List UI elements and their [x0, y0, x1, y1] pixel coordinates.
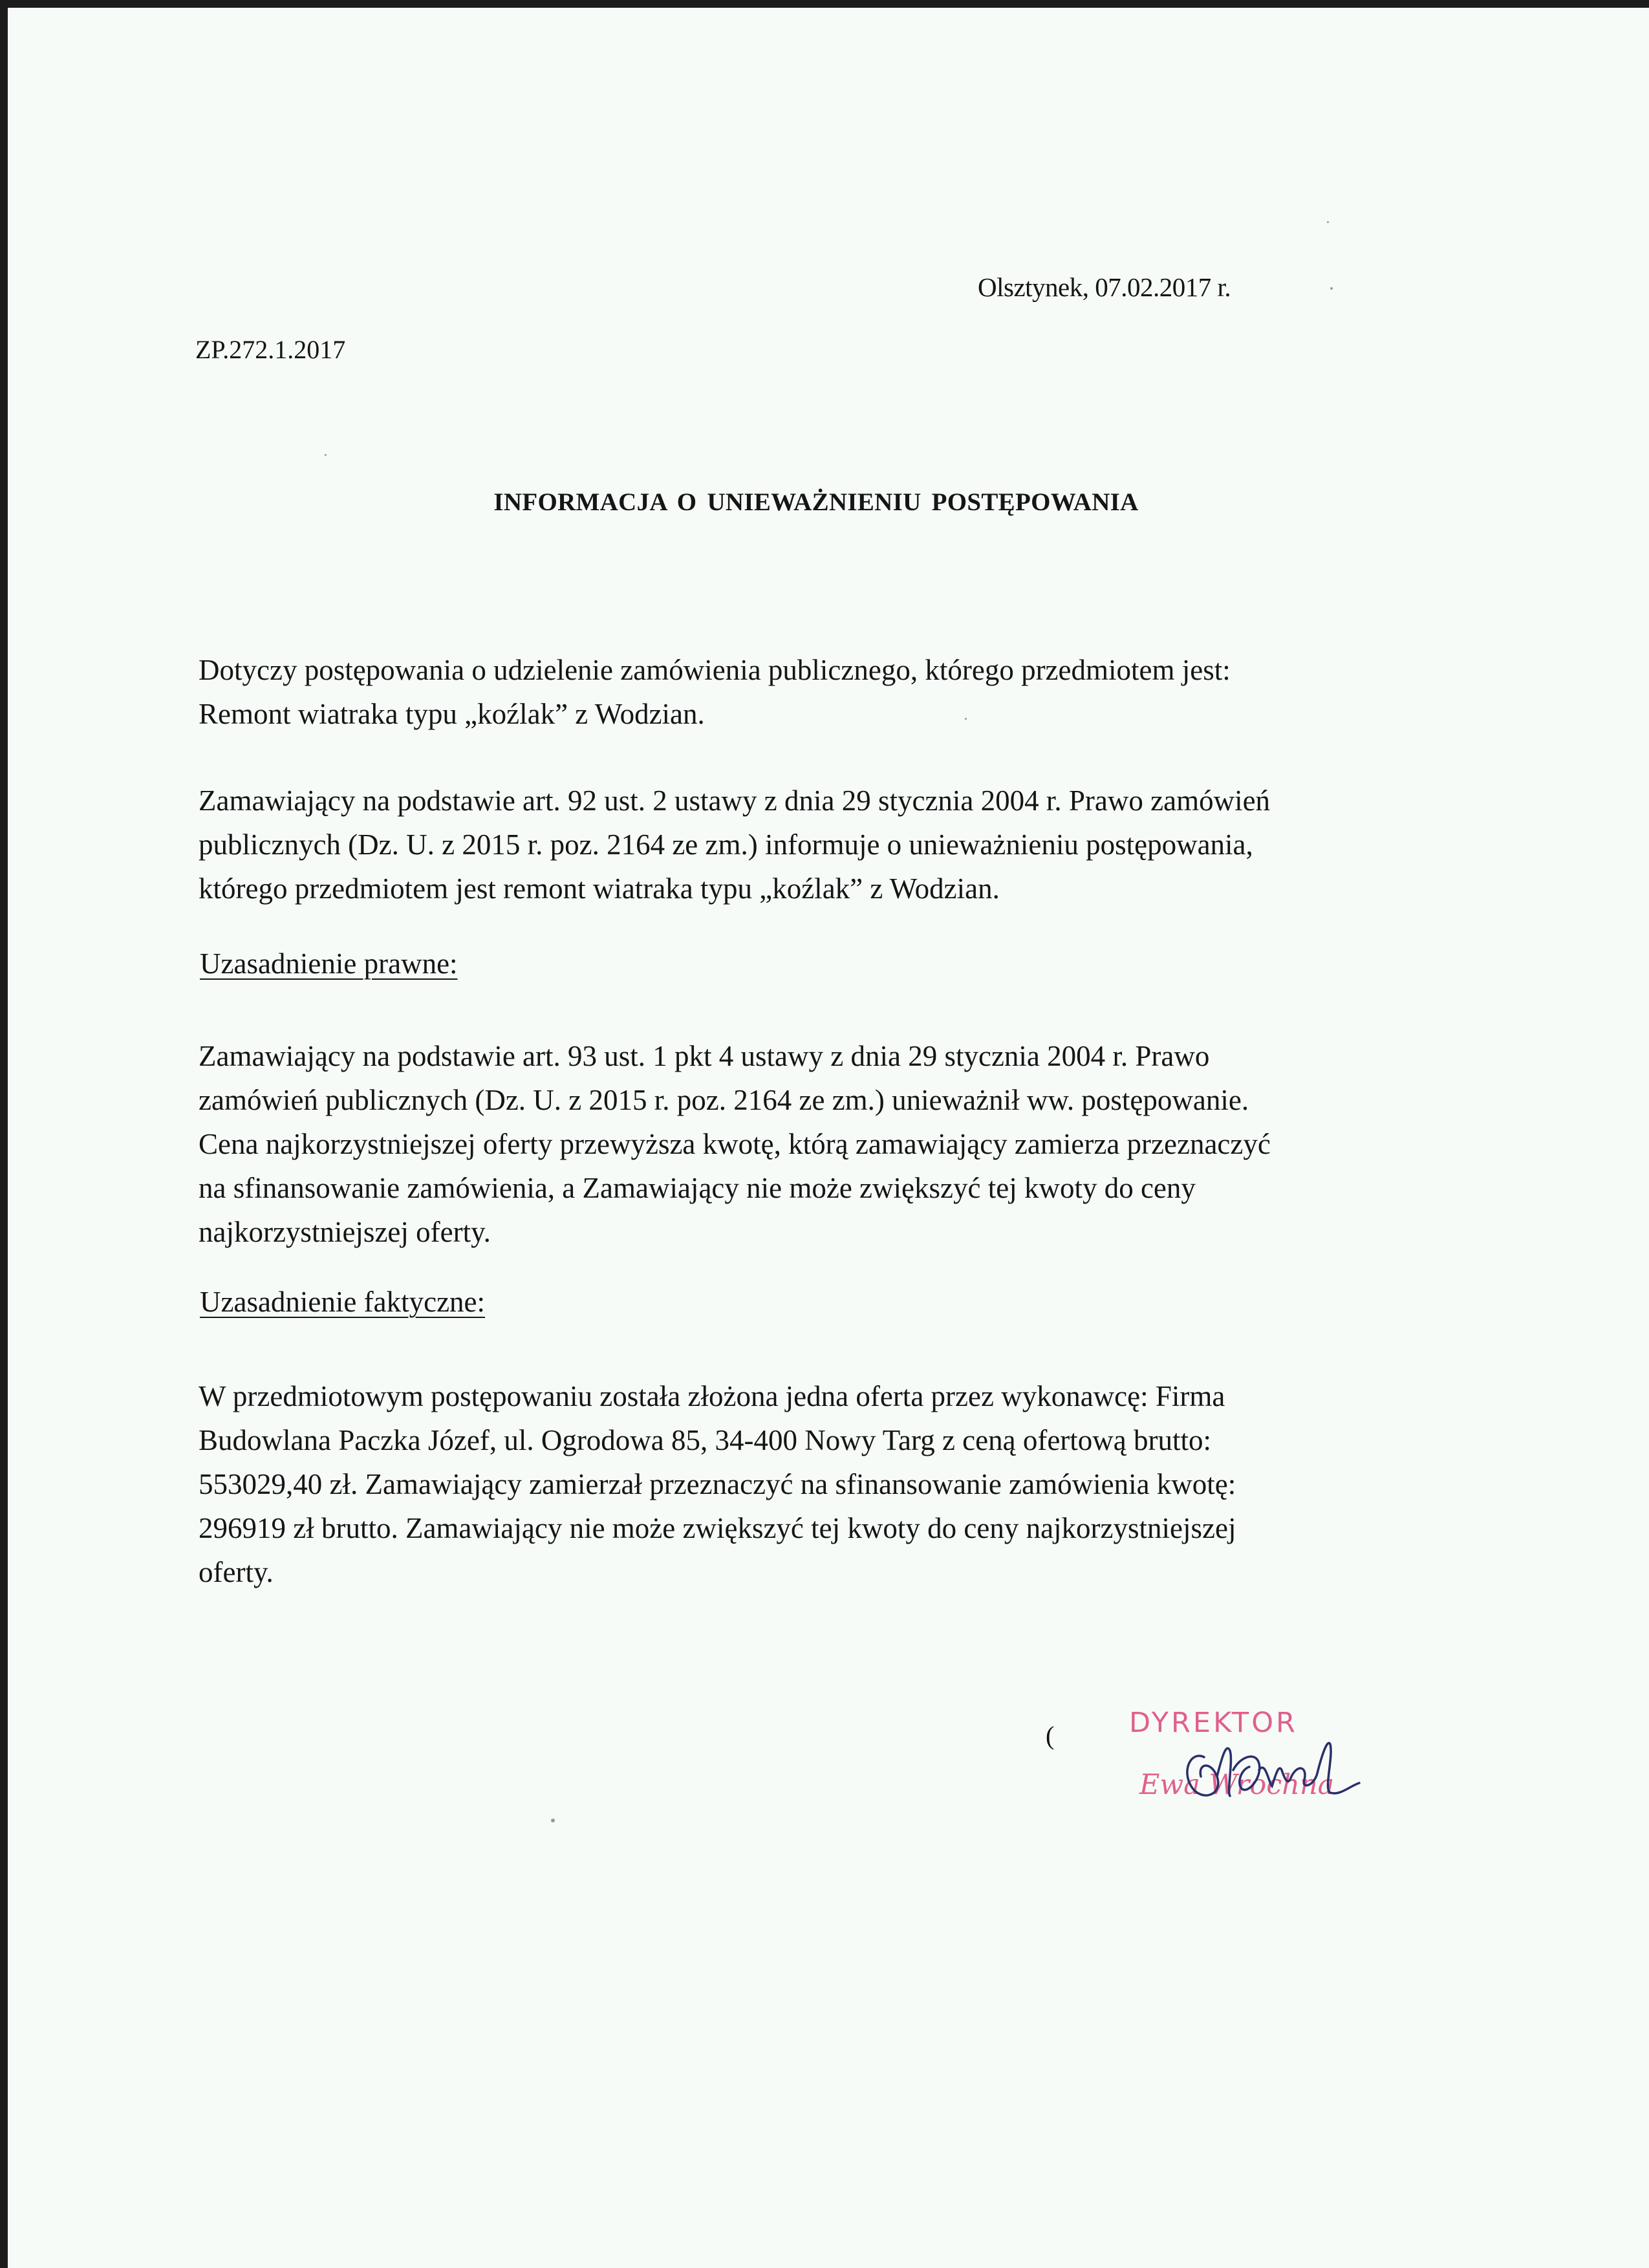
paragraph-line: W przedmiotowym postępowaniu została złożona jedna oferta przez wykonawcę: Firma: [199, 1380, 1225, 1412]
paragraph-line: 296919 zł brutto. Zamawiający nie może zwiększyć tej kwoty do ceny najkorzystniejszej: [199, 1512, 1236, 1544]
scan-speck: [551, 1819, 555, 1822]
paragraph-line: Remont wiatraka typu „koźlak” z Wodzian.: [199, 698, 705, 730]
factual-basis-heading: Uzasadnienie faktyczne:: [200, 1286, 486, 1318]
legal-basis-heading: Uzasadnienie prawne:: [200, 947, 458, 980]
scanned-page: [8, 8, 1649, 2268]
paragraph-line: Zamawiający na podstawie art. 93 ust. 1 pkt 4 ustawy z dnia 29 stycznia 2004 r. Prawo: [199, 1040, 1210, 1072]
stamp-name: Ewa Wrochna: [1139, 1769, 1335, 1801]
scan-speck: [965, 718, 967, 720]
paragraph-line: oferty.: [199, 1556, 274, 1588]
paragraph-line: publicznych (Dz. U. z 2015 r. poz. 2164 ze zm.) informuje o unieważnieniu postępowania,: [199, 828, 1253, 861]
factual-basis-paragraph: [199, 1374, 1430, 1594]
paragraph-line: zamówień publicznych (Dz. U. z 2015 r. poz. 2164 ze zm.) unieważnił ww. postępowanie.: [199, 1084, 1249, 1116]
reference-number: ZP.272.1.2017: [195, 335, 346, 364]
place-and-date: Olsztynek, 07.02.2017 r.: [978, 272, 1231, 302]
scan-speck: [1327, 221, 1329, 223]
director-stamp: [1120, 1699, 1392, 1815]
scan-speck: [325, 454, 327, 456]
stamp-role: DYREKTOR: [1129, 1707, 1298, 1739]
document-title: INFORMACJA O UNIEWAŻNIENIU POSTĘPOWANIA: [493, 488, 1139, 516]
paragraph-line: Dotyczy postępowania o udzielenie zamówienia publicznego, którego przedmiotem jest:: [199, 654, 1231, 686]
paragraph-line: którego przedmiotem jest remont wiatraka typu „koźlak” z Wodzian.: [199, 872, 1000, 905]
paragraph-line: Zamawiający na podstawie art. 92 ust. 2 ustawy z dnia 29 stycznia 2004 r. Prawo zamówień: [199, 784, 1271, 817]
paragraph-line: Cena najkorzystniejszej oferty przewyższa kwotę, którą zamawiający zamierza przeznaczyć: [199, 1128, 1271, 1160]
notice-paragraph: [199, 779, 1430, 911]
paragraph-line: najkorzystniejszej oferty.: [199, 1216, 491, 1248]
scan-speck: [1330, 287, 1333, 290]
signature-stroke: [1187, 1743, 1359, 1796]
paragraph-line: Budowlana Paczka Józef, ul. Ogrodowa 85, 34-400 Nowy Targ z ceną ofertową brutto:: [199, 1424, 1211, 1456]
subject-paragraph: [199, 648, 1430, 736]
paragraph-line: na sfinansowanie zamówienia, a Zamawiający nie może zwiększyć tej kwoty do ceny: [199, 1172, 1196, 1204]
legal-basis-paragraph: [199, 1034, 1430, 1254]
stray-pen-mark: (: [1046, 1721, 1055, 1750]
paragraph-line: 553029,40 zł. Zamawiający zamierzał przeznaczyć na sfinansowanie zamówienia kwotę:: [199, 1468, 1236, 1500]
handwritten-signature: [1178, 1731, 1372, 1809]
